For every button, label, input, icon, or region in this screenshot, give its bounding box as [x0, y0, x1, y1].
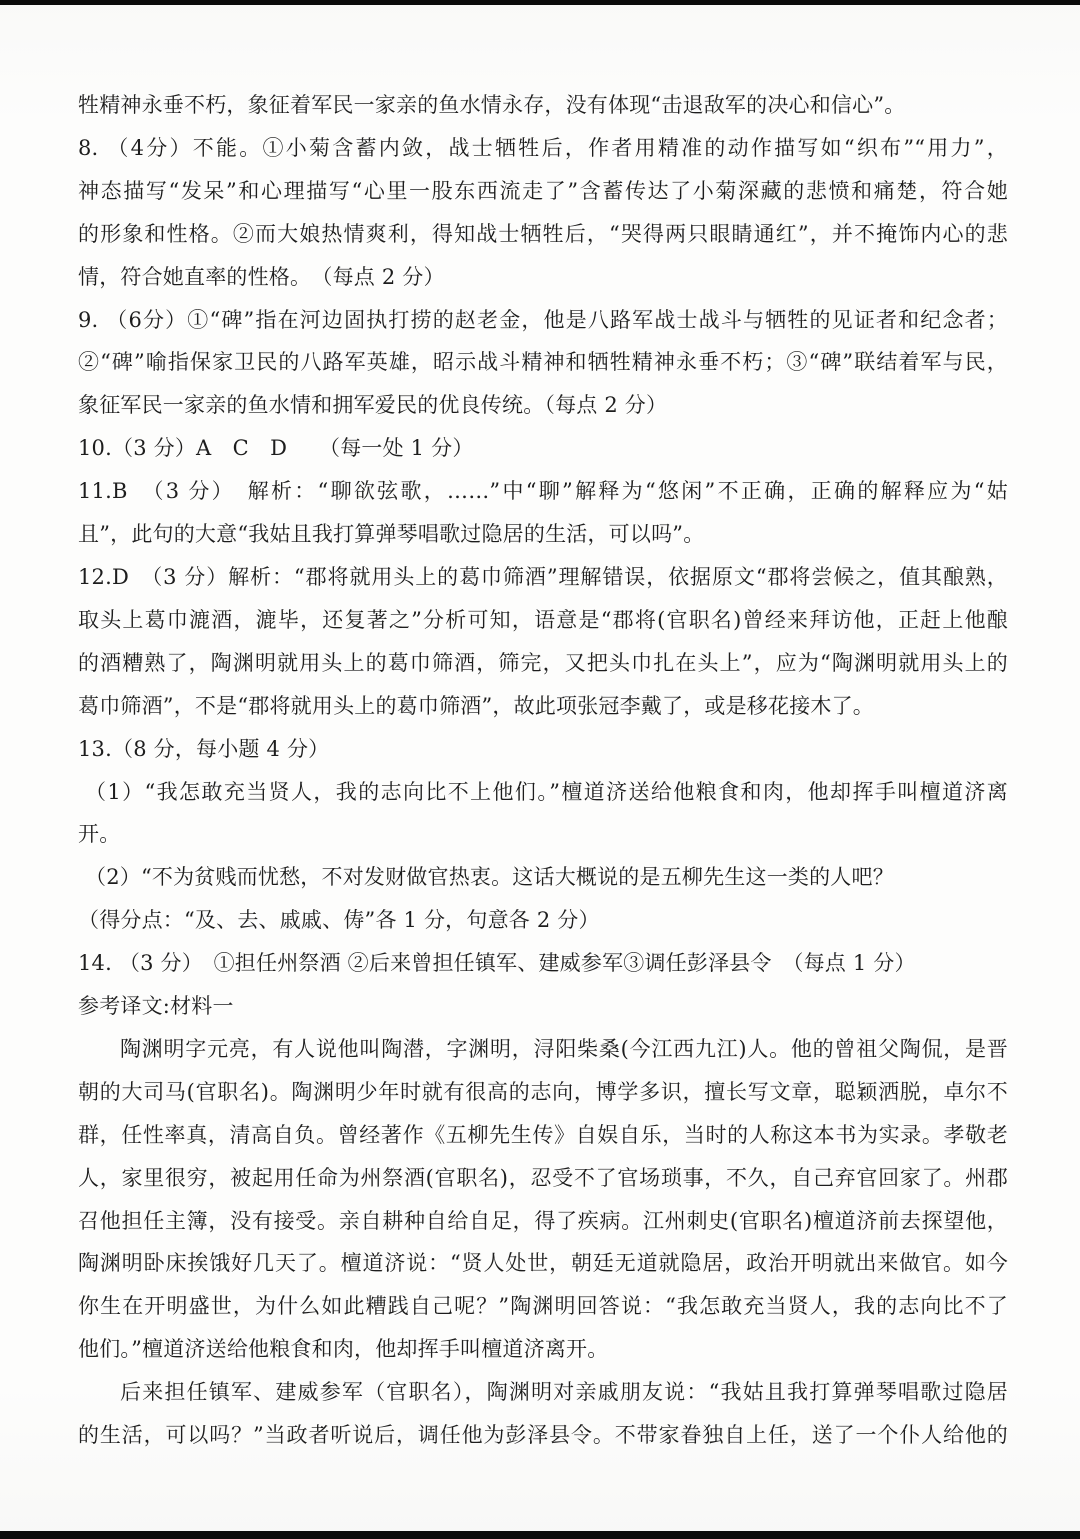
text-line: （1）“我怎敢充当贤人，我的志向比不上他们。”檀道济送给他粮食和肉，他却挥手叫檀道济离	[85, 779, 1008, 804]
text-line: 且”，此句的大意“我姑且我打算弹琴唱歌过隐居的生活，可以吗”。	[78, 522, 705, 547]
text-line: 朝的大司马(官职名)。陶渊明少年时就有很高的志向，博学多识，擅长写文章，聪颖洒脱，卓尔不	[78, 1079, 1008, 1104]
text-line: 13.（8 分，每小题 4 分）	[78, 736, 330, 761]
text-line: （2）“不为贫贱而忧愁，不对发财做官热衷。这话大概说的是五柳先生这一类的人吧？	[85, 865, 894, 890]
text-line: 葛巾筛酒”，不是“郡将就用头上的葛巾筛酒”，故此项张冠李戴了，或是移花接木了。	[78, 693, 875, 718]
text-line: 9. （6分）①“碑”指在河边固执打捞的赵老金，他是八路军战士战斗与牺牲的见证者和纪念者；	[78, 307, 1008, 332]
bottom-letterbox-bar	[0, 1531, 1080, 1539]
text-line: 人，家里很穷，被起用任命为州祭酒(官职名)，忍受不了官场琐事，不久，自己弃官回家了。州郡	[78, 1165, 1008, 1190]
text-line: 取头上葛巾漉酒，漉毕，还复著之”分析可知，语意是“郡将(官职名)曾经来拜访他，正赶上他酿	[78, 607, 1008, 632]
text-line: 14. （3 分） ①担任州祭酒 ②后来曾担任镇军、建威参军③调任彭泽县令 （每点 1 分）	[78, 951, 916, 976]
text-line: 他们。”檀道济送给他粮食和肉，他却挥手叫檀道济离开。	[78, 1337, 609, 1362]
text-line: 的生活，可以吗？”当政者听说后，调任他为彭泽县令。不带家眷独自上任，送了一个仆人给他的	[78, 1423, 1008, 1448]
text-line: 象征军民一家亲的鱼水情和拥军爱民的优良传统。（每点 2 分）	[78, 393, 668, 418]
text-line: 8. （4分）不能。①小菊含蓄内敛，战士牺牲后，作者用精准的动作描写如“织布”“用力”，	[78, 135, 1008, 160]
text-line: 情，符合她直率的性格。 （每点 2 分）	[78, 264, 445, 289]
text-line: ②“碑”喻指保家卫民的八路军英雄，昭示战斗精神和牺牲精神永垂不朽；③“碑”联结着军与民，	[78, 350, 1008, 375]
text-line: 群，任性率真，清高自负。曾经著作《五柳先生传》自娱自乐，当时的人称这本书为实录。孝敬老	[78, 1122, 1008, 1147]
text-line: 的酒糟熟了，陶渊明就用头上的葛巾筛酒，筛完，又把头巾扎在头上”，应为“陶渊明就用头上的	[78, 650, 1008, 675]
text-line: 后来担任镇军、建威参军（官职名），陶渊明对亲戚朋友说：“我姑且我打算弹琴唱歌过隐居	[120, 1380, 1008, 1405]
text-line: 牲精神永垂不朽，象征着军民一家亲的鱼水情永存，没有体现“击退敌军的决心和信心”。	[78, 93, 906, 117]
text-line: 陶渊明卧床挨饿好几天了。檀道济说：“贤人处世，朝廷无道就隐居，政治开明就出来做官。如今	[78, 1251, 1008, 1276]
text-line: 的形象和性格。②而大娘热情爽利，得知战士牺牲后，“哭得两只眼睛通红”，并不掩饰内心的悲	[78, 221, 1008, 246]
answer-key-text-body	[78, 84, 1008, 1457]
text-line: 开。	[78, 822, 121, 847]
text-line: 神态描写“发呆”和心理描写“心里一股东西流走了”含蓄传达了小菊深藏的悲愤和痛楚，符合她	[78, 178, 1008, 203]
text-line: （得分点：“及、去、戚戚、俦”各 1 分，句意各 2 分）	[78, 908, 600, 933]
text-line: 陶渊明字元亮，有人说他叫陶潜，字渊明，浔阳柴桑(今江西九江)人。他的曾祖父陶侃，是晋	[120, 1036, 1008, 1061]
text-line: 10.（3 分）A C D （每一处 1 分）	[78, 436, 474, 461]
text-line: 召他担任主簿，没有接受。亲自耕种自给自足，得了疾病。江州刺史(官职名)檀道济前去探望他，	[78, 1208, 1008, 1233]
text-line: 11.B （3 分） 解析：“聊欲弦歌，……”中“聊”解释为“悠闲”不正确，正确的解释应为“姑	[78, 479, 1008, 504]
top-letterbox-bar	[0, 0, 1080, 5]
text-line: 参考译文:材料一	[78, 994, 234, 1019]
text-line: 你生在开明盛世，为什么如此糟践自己呢？”陶渊明回答说：“我怎敢充当贤人，我的志向比不了	[78, 1294, 1008, 1319]
text-line: 12.D （3 分）解析：“郡将就用头上的葛巾筛酒”理解错误，依据原文“郡将尝候之，值其酿熟，	[78, 564, 1008, 589]
